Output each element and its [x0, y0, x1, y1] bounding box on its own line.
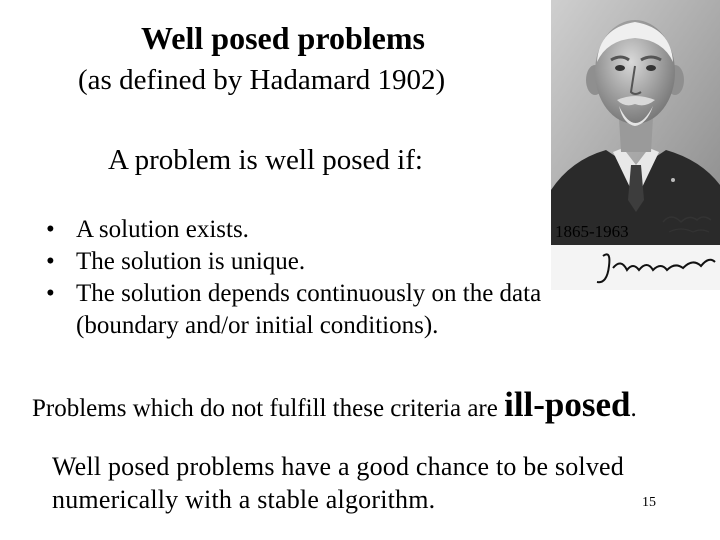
bullet-icon: •	[46, 248, 55, 275]
slide-title: Well posed problems	[141, 20, 425, 56]
list-item-continuation	[46, 310, 541, 342]
bullet-icon: •	[46, 280, 55, 307]
list-item	[46, 278, 541, 310]
list-item	[46, 214, 541, 246]
ill-posed-term: ill-posed	[504, 385, 631, 424]
bullet-icon: •	[46, 216, 55, 243]
criteria-list	[46, 214, 541, 342]
slide-subtitle: (as defined by Hadamard 1902)	[78, 64, 446, 96]
ill-posed-suffix: .	[630, 395, 637, 422]
criterion-text: The solution is unique.	[76, 248, 306, 275]
page-number: 15	[642, 495, 656, 510]
ill-posed-prefix: Problems which do not fulfill these criteria are	[32, 395, 505, 422]
well-posed-line: Well posed problems have a good chance to be solved	[52, 452, 624, 481]
list-item	[46, 246, 541, 278]
intro-text: A problem is well posed if:	[108, 144, 423, 176]
well-posed-note	[52, 450, 624, 516]
criterion-text: (boundary and/or initial conditions).	[76, 312, 439, 339]
ill-posed-statement	[32, 385, 637, 425]
criterion-text: A solution exists.	[76, 216, 249, 243]
lifespan-label: 1865-1963	[555, 222, 629, 241]
hadamard-portrait	[551, 0, 720, 290]
well-posed-line: numerically with a stable algorithm.	[52, 485, 436, 514]
criterion-text: The solution depends continuously on the data	[76, 280, 542, 307]
portrait-photo-icon	[551, 0, 720, 290]
